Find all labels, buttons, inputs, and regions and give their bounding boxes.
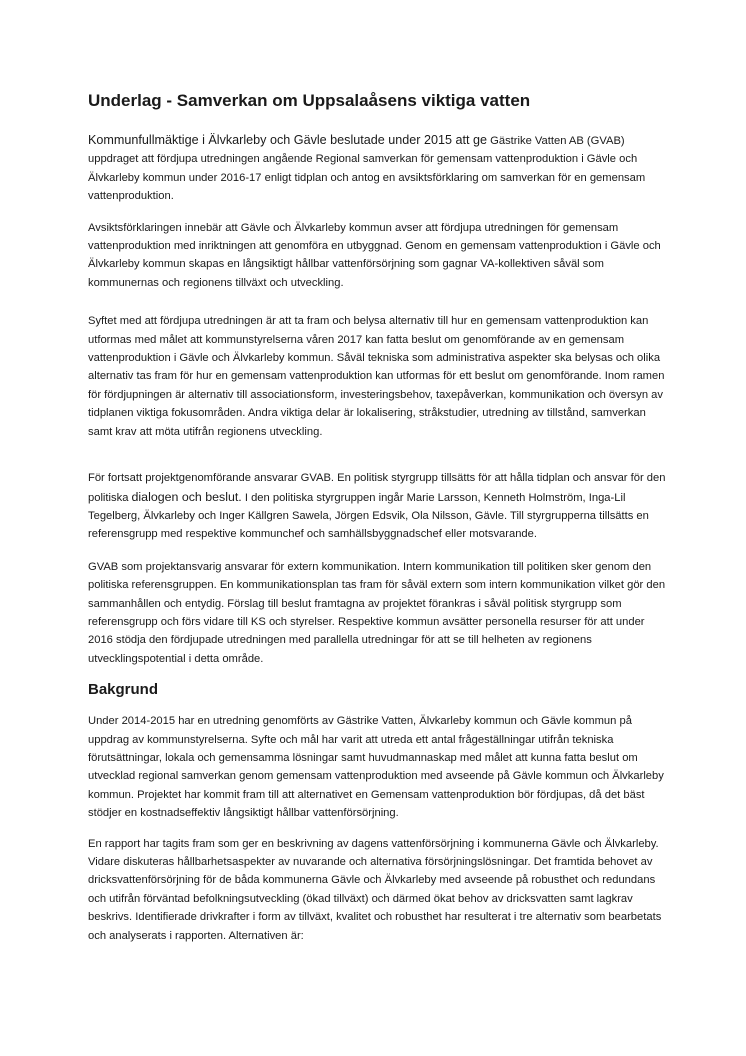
- paragraph-syfte: Syftet med att fördjupa utredningen är att ta fram och belysa alternativ till hur en gemensam vattenproduktion kan utformas med målet att kommunstyrelserna våren 2017 kan fatta beslut om genomförande av en gemensam vattenproduktion i Gävle och Älvkarleby kommun. Såväl tekniska som administrativa aspekter ska belysas och olika alternativ tas fram för hur en gemensam vattenproduktion kan utformas för ett beslut om genomförande. Inom ramen för fördjupningen är alternativ till associationsform, investeringsbehov, taxepåverkan, kommunikation och översyn av tidplanen viktiga fokusområden. Andra viktiga delar är lokalisering, stråkstudier, utredning av tillstånd, samverkan samt krav att möta utifrån regionens utveckling.: [88, 315, 665, 438]
- section-heading-bakgrund: Bakgrund: [88, 681, 159, 699]
- paragraph-bakgrund: Under 2014-2015 har en utredning genomförts av Gästrike Vatten, Älvkarleby kommun och Gävle kommun på uppdrag av kommunstyrelserna. Syfte och mål har varit att utreda ett antal frågeställningar utifrån tekniska förutsättningar, lokala och gemensamma lösningar samt huvudmannaskap med målet att kunna fatta beslut om utvecklad regional samverkan genom gemensam vattenproduktion med avseende på Gävle kommun och Älvkarleby kommun. Projektet har kommit fram till att alternativet en Gemensam vattenproduktion bör fördjupas, då det bäst stödjer en kostnadseffektiv långsiktigt hållbar vattenförsörjning.: [88, 715, 664, 820]
- paragraph-rapport: En rapport har tagits fram som ger en beskrivning av dagens vattenförsörjning i kommunerna Gävle och Älvkarleby. Vidare diskuteras hållbarhetsaspekter av nuvarande och alternativa försörjningslösningar. Det framtida behovet av dricksvattenförsörjning för de båda kommunerna Gävle och Älvkarleby med avseende på robusthet och redundans och utifrån förväntad befolkningsutveckling (ökad tillväxt) och därmed ökat behov av dricksvatten samt lagkrav beskrivs. Identifierade drivkrafter i form av tillväxt, kvalitet och robusthet har resulterat i tre alternativ som bearbetats och analyserats i rapporten. Alternativen är:: [88, 837, 662, 942]
- paragraph-intro-rest: Gästrike Vatten AB (GVAB) uppdraget att fördjupa utredningen angående Regional samverkan för gemensam vattenproduktion i Gävle och Älvkarleby kommun under 2016-17 enligt tidplan och antog en avsiktsförklaring om samverkan för en gemensam vattenproduktion.: [88, 135, 646, 203]
- document-title: Underlag - Samverkan om Uppsalaåsens viktiga vatten: [88, 91, 531, 110]
- paragraph-intro: [88, 131, 666, 206]
- paragraph-projektgenomforande-b: dialogen och beslut.: [131, 489, 242, 504]
- paragraph-avsiktsforklaring: Avsiktsförklaringen innebär att Gävle och Älvkarleby kommun avser att fördjupa utredningen för gemensam vattenproduktion med inriktningen att genomföra en utbyggnad. Genom en gemensam vattenproduktion i Gävle och Älvkarleby kommun skapas en långsiktigt hållbar vattenförsörjning som gagnar VA-kollektiven såväl som kommunernas och regionens tillväxt och utveckling.: [88, 221, 661, 289]
- paragraph-projektgenomforande-a: För fortsatt projektgenomförande ansvarar GVAB. En politisk styrgrupp tillsätts för att hålla tidplan och ansvar för den politiska: [88, 472, 666, 504]
- paragraph-intro-lead: Kommunfullmäktige i Älvkarleby och Gävle beslutade under 2015 att ge: [88, 133, 488, 147]
- paragraph-projektgenomforande-c: I den politiska styrgruppen ingår Marie Larsson, Kenneth Holmström, Inga-Lil Tegelberg, Älvkarleby och Inger Källgren Sawela, Jörgen Edsvik, Ola Nilsson, Gävle. Till styrgrupperna tillsätts en referensgrupp med respektive kommunchef och samhällsbyggnadschef eller motsvarande.: [88, 491, 649, 541]
- paragraph-projektgenomforande: [88, 469, 666, 544]
- document-page: [88, 90, 666, 945]
- paragraph-kommunikation: GVAB som projektansvarig ansvarar för extern kommunikation. Intern kommunikation till politiken sker genom den politiska referensgruppen. En kommunikationsplan tas fram för såväl extern som intern kommunikation vilket gör den sammanhållen och entydig. Förslag till beslut framtagna av projektet förankras i såväl politisk styrgrupp som referensgrupp och förs vidare till KS och styrelser. Respektive kommun avsätter personella resurser för att under 2016 stödja den fördjupade utredningen med parallella utredningar för att se till helheten av regionens utvecklingspotential i detta område.: [88, 560, 666, 665]
